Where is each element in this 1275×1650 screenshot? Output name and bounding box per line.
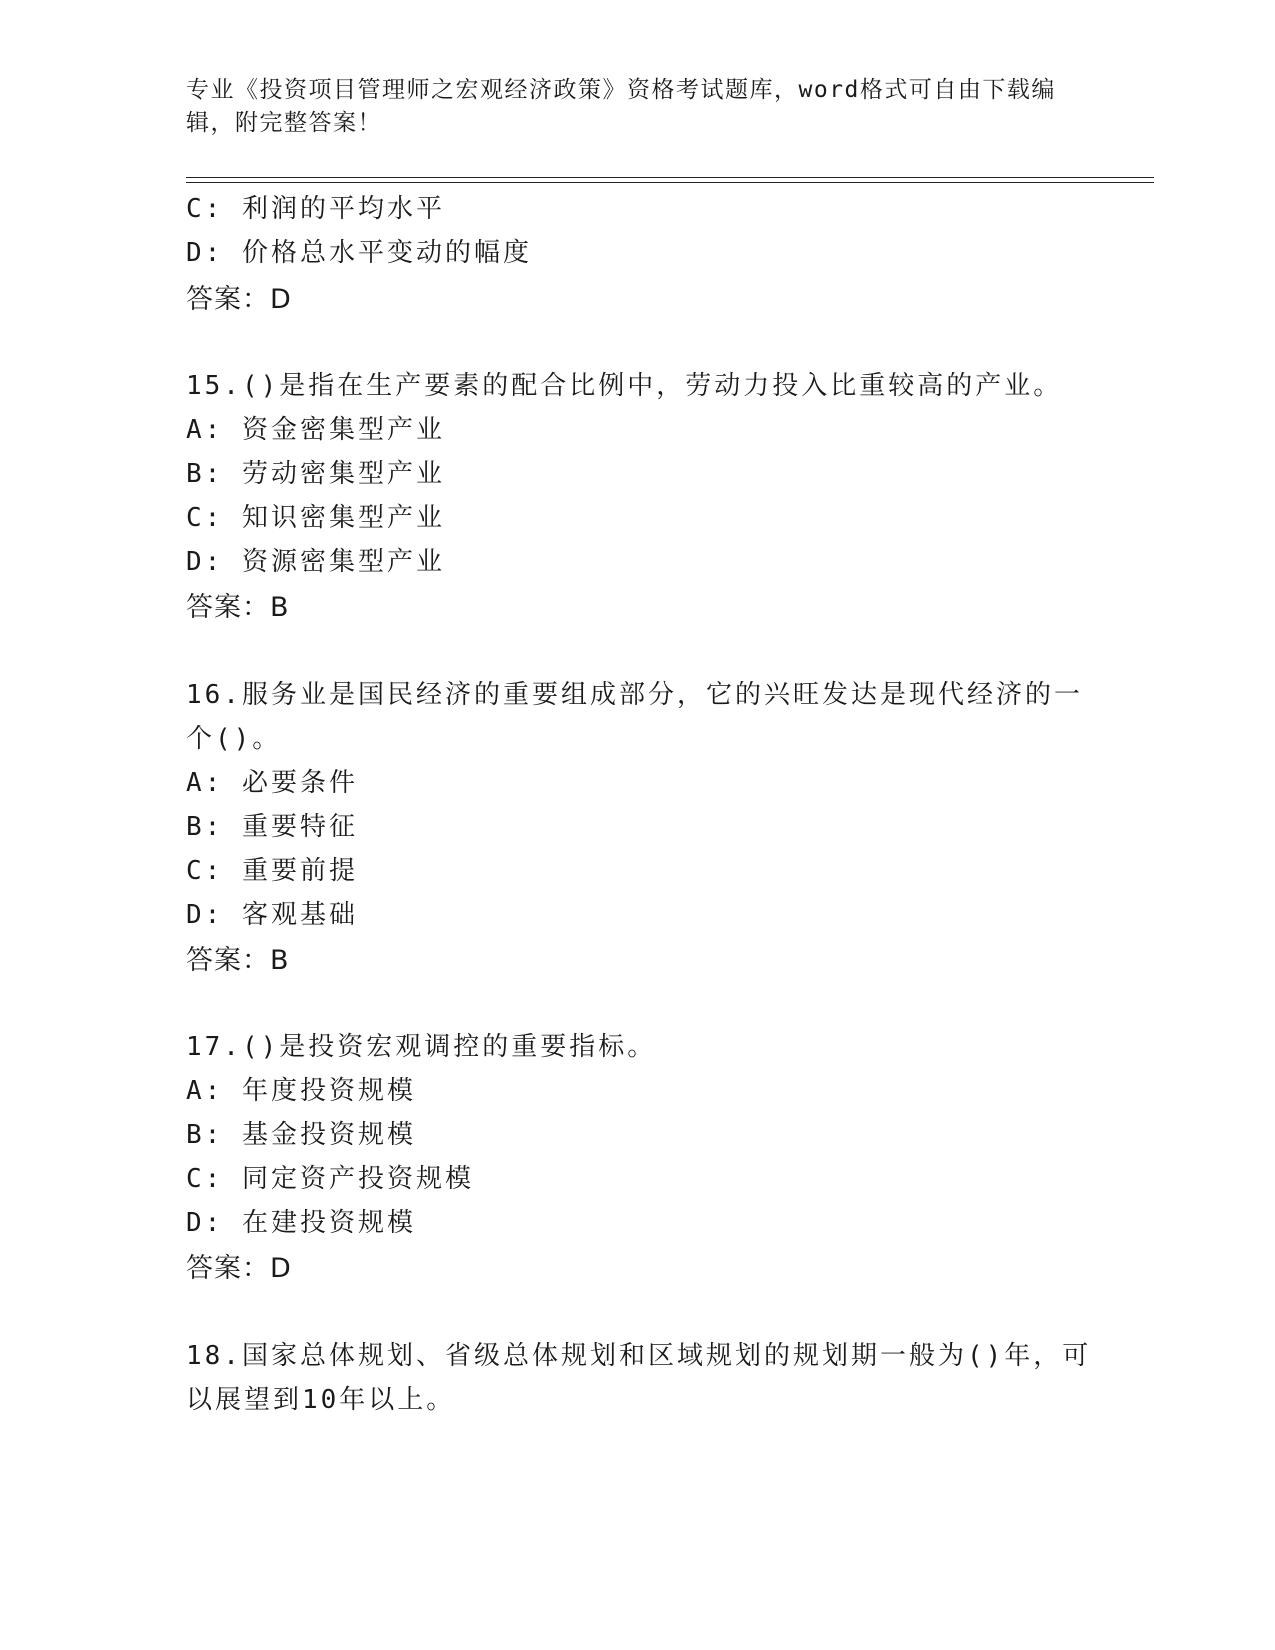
question-stem: 18.国家总体规划、省级总体规划和区域规划的规划期一般为()年，可	[186, 1341, 1092, 1371]
header-line-1: 专业《投资项目管理师之宏观经济政策》资格考试题库，word格式可自由下载编	[186, 77, 1056, 103]
option-b: B: 重要特征	[186, 812, 358, 842]
option-a: A: 年度投资规模	[186, 1076, 416, 1106]
question-stem: 15.()是指在生产要素的配合比例中，劳动力投入比重较高的产业。	[186, 371, 1063, 401]
question-stem: 16.服务业是国民经济的重要组成部分，它的兴旺发达是现代经济的一	[186, 680, 1083, 710]
option-d: D: 客观基础	[186, 900, 358, 930]
option-a: A: 必要条件	[186, 768, 358, 798]
header-line-2: 辑，附完整答案！	[186, 110, 382, 136]
header-divider-bottom	[186, 182, 1154, 183]
option-d: D: 在建投资规模	[186, 1208, 416, 1238]
question-stem: 17.()是投资宏观调控的重要指标。	[186, 1032, 657, 1062]
answer: 答案：D	[186, 1253, 292, 1284]
option-d: D: 资源密集型产业	[186, 547, 445, 577]
option-b: B: 劳动密集型产业	[186, 459, 445, 489]
option-c: C: 同定资产投资规模	[186, 1164, 474, 1194]
option-c: C: 重要前提	[186, 856, 358, 886]
answer: 答案：B	[186, 592, 290, 623]
question-stem-continued: 以展望到10年以上。	[186, 1385, 456, 1415]
question-stem-continued: 个()。	[186, 724, 282, 754]
option-c: C: 利润的平均水平	[186, 194, 445, 224]
document-header	[186, 74, 1066, 140]
answer: 答案：D	[186, 284, 292, 315]
option-c: C: 知识密集型产业	[186, 503, 445, 533]
option-a: A: 资金密集型产业	[186, 415, 445, 445]
option-b: B: 基金投资规模	[186, 1120, 416, 1150]
option-d: D: 价格总水平变动的幅度	[186, 238, 532, 268]
header-divider-top	[186, 177, 1154, 178]
answer: 答案：B	[186, 945, 290, 976]
